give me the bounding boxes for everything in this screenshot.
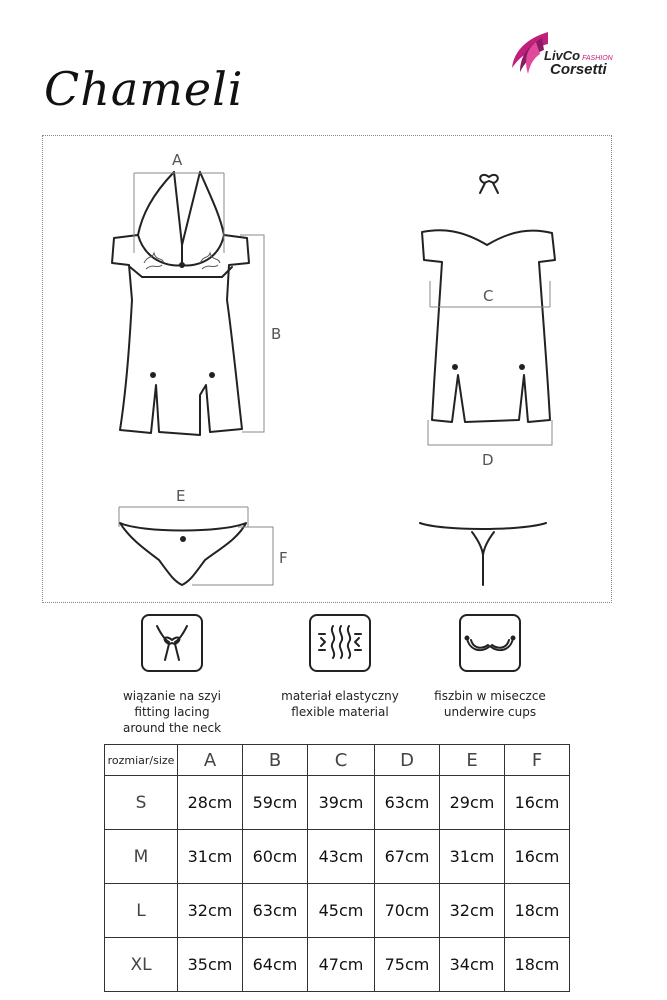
value-cell: 32cm (178, 884, 243, 938)
feature-neck-tie-en2: around the neck (122, 721, 222, 735)
table-row (105, 830, 570, 884)
value-cell: 35cm (178, 938, 243, 992)
dim-label-f: F (279, 549, 288, 567)
dim-label-e: E (176, 487, 186, 505)
value-cell: 70cm (375, 884, 440, 938)
size-cell: L (105, 884, 178, 938)
underwire-cups-icon (459, 614, 521, 672)
dim-label-a: A (172, 151, 183, 169)
value-cell: 32cm (440, 884, 505, 938)
value-cell: 63cm (243, 884, 308, 938)
value-cell: 28cm (178, 776, 243, 830)
product-title: Chameli (44, 62, 244, 116)
feature-underwire (420, 614, 560, 720)
dim-label-c: C (483, 287, 494, 305)
elastic-waves-icon (309, 614, 371, 672)
feature-neck-tie-en1: fitting lacing (134, 705, 210, 719)
brand-name-top: LivCo FASHION (544, 48, 613, 63)
brand-logo (508, 28, 623, 88)
brand-fashion: FASHION (582, 55, 613, 62)
value-cell: 75cm (375, 938, 440, 992)
neck-tie-icon (141, 614, 203, 672)
size-cell: XL (105, 938, 178, 992)
value-cell: 47cm (308, 938, 375, 992)
size-table-corner: rozmiar/size (105, 745, 178, 776)
col-header-e: E (440, 745, 505, 776)
feature-neck-tie-pl: wiązanie na szyi (122, 689, 222, 703)
value-cell: 43cm (308, 830, 375, 884)
value-cell: 18cm (505, 938, 570, 992)
value-cell: 64cm (243, 938, 308, 992)
feature-elastic (270, 614, 410, 720)
table-row (105, 938, 570, 992)
table-row (105, 884, 570, 938)
value-cell: 16cm (505, 776, 570, 830)
value-cell: 31cm (440, 830, 505, 884)
col-header-f: F (505, 745, 570, 776)
back-chemise-outline (422, 230, 555, 422)
value-cell: 29cm (440, 776, 505, 830)
value-cell: 60cm (243, 830, 308, 884)
col-header-a: A (178, 745, 243, 776)
table-row (105, 776, 570, 830)
value-cell: 59cm (243, 776, 308, 830)
size-cell: S (105, 776, 178, 830)
front-chemise-outline (112, 172, 249, 435)
size-table (104, 744, 570, 992)
value-cell: 39cm (308, 776, 375, 830)
value-cell: 31cm (178, 830, 243, 884)
feature-elastic-pl: materiał elastyczny (281, 689, 399, 703)
size-cell: M (105, 830, 178, 884)
dim-label-d: D (482, 451, 494, 469)
value-cell: 63cm (375, 776, 440, 830)
feature-elastic-en: flexible material (291, 705, 389, 719)
col-header-b: B (243, 745, 308, 776)
value-cell: 18cm (505, 884, 570, 938)
front-thong-outline (120, 523, 246, 585)
feature-underwire-pl: fiszbin w miseczce (434, 689, 546, 703)
back-thong-outline (420, 523, 546, 529)
feature-neck-tie (110, 614, 234, 736)
dim-label-b: B (271, 325, 282, 343)
col-header-d: D (375, 745, 440, 776)
size-table-header (105, 745, 570, 776)
col-header-c: C (308, 745, 375, 776)
garment-diagram (42, 135, 612, 603)
value-cell: 16cm (505, 830, 570, 884)
value-cell: 45cm (308, 884, 375, 938)
value-cell: 67cm (375, 830, 440, 884)
feature-underwire-en: underwire cups (443, 705, 537, 719)
value-cell: 34cm (440, 938, 505, 992)
brand-name-bottom: Corsetti (550, 61, 607, 78)
